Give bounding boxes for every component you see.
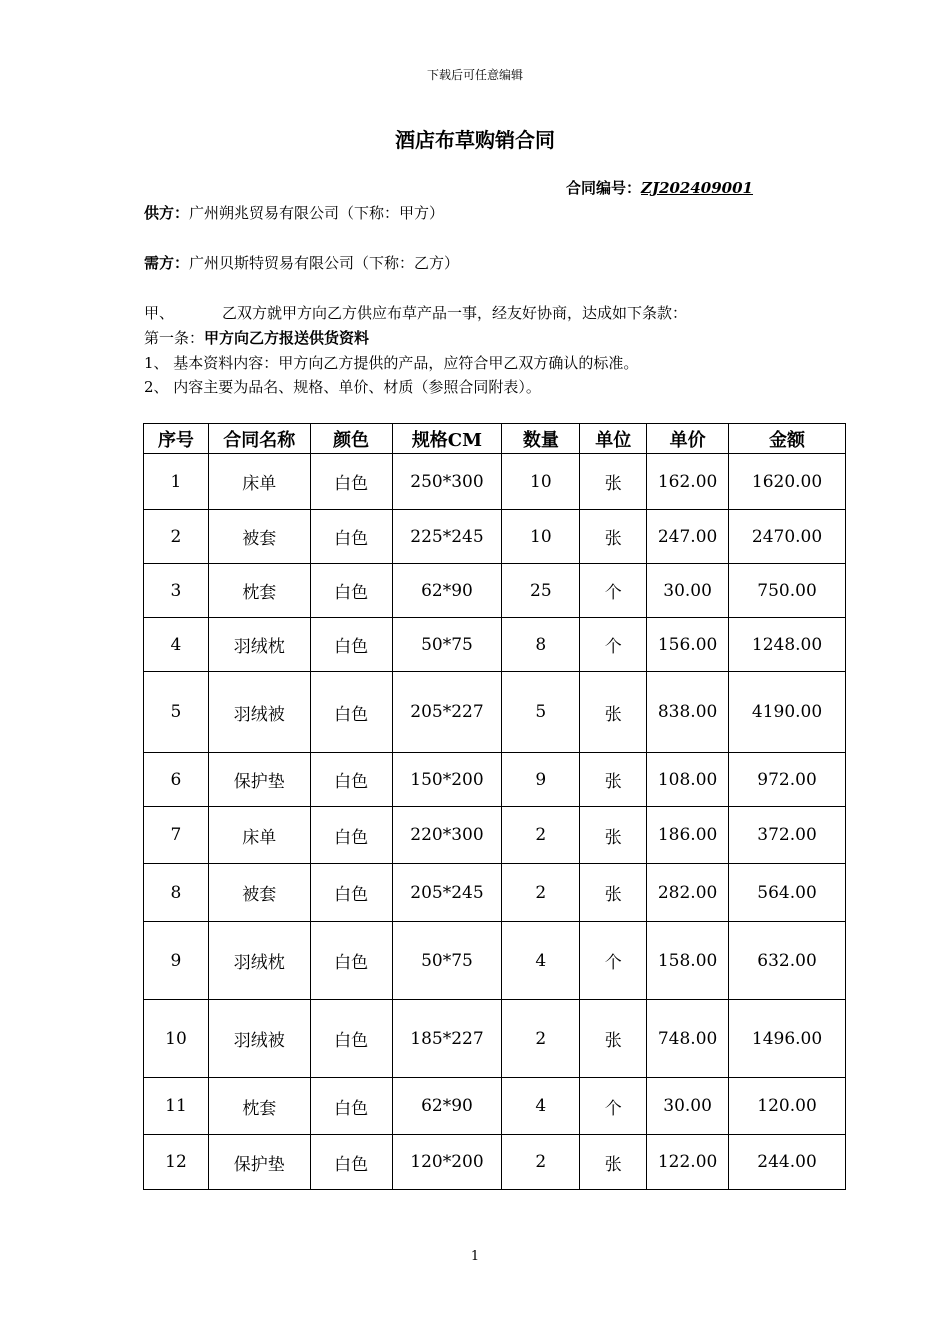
cell-color: 白色	[310, 807, 392, 864]
cell-amount: 632.00	[729, 922, 846, 1000]
table-row	[144, 1135, 846, 1190]
col-header: 金额	[729, 424, 846, 454]
cell-qty: 4	[502, 1078, 580, 1135]
cell-name: 羽绒被	[208, 1000, 310, 1078]
cell-qty: 4	[502, 922, 580, 1000]
cell-spec: 220*300	[392, 807, 502, 864]
cell-qty: 2	[502, 1000, 580, 1078]
cell-color: 白色	[310, 1078, 392, 1135]
cell-index: 5	[144, 672, 209, 753]
table-row	[144, 618, 846, 672]
cell-price: 748.00	[647, 1000, 729, 1078]
cell-price: 158.00	[647, 922, 729, 1000]
cell-name: 被套	[208, 864, 310, 922]
cell-index: 6	[144, 753, 209, 807]
cell-qty: 2	[502, 864, 580, 922]
cell-spec: 205*227	[392, 672, 502, 753]
cell-amount: 244.00	[729, 1135, 846, 1190]
table-header-row	[144, 424, 846, 454]
table-row	[144, 922, 846, 1000]
cell-unit: 张	[580, 864, 647, 922]
cell-unit: 张	[580, 454, 647, 510]
cell-unit: 个	[580, 922, 647, 1000]
cell-spec: 120*200	[392, 1135, 502, 1190]
article1-title: 甲方向乙方报送供货资料	[204, 329, 370, 347]
cell-spec: 150*200	[392, 753, 502, 807]
table-row	[144, 564, 846, 618]
cell-name: 羽绒被	[208, 672, 310, 753]
cell-index: 12	[144, 1135, 209, 1190]
col-header: 规格CM	[392, 424, 502, 454]
cell-price: 247.00	[647, 510, 729, 564]
header-note: 下载后可任意编辑	[426, 68, 523, 82]
cell-index: 2	[144, 510, 209, 564]
cell-price: 162.00	[647, 454, 729, 510]
cell-price: 186.00	[647, 807, 729, 864]
cell-amount: 564.00	[729, 864, 846, 922]
cell-color: 白色	[310, 1000, 392, 1078]
cell-unit: 张	[580, 672, 647, 753]
cell-name: 枕套	[208, 564, 310, 618]
contract-number-value: ZJ202409001	[641, 179, 753, 197]
cell-color: 白色	[310, 864, 392, 922]
cell-unit: 个	[580, 1078, 647, 1135]
supplier-label: 供方：	[144, 204, 190, 222]
cell-name: 枕套	[208, 1078, 310, 1135]
buyer-text: 广州贝斯特贸易有限公司（下称：乙方）	[189, 254, 460, 272]
cell-name: 被套	[208, 510, 310, 564]
cell-qty: 5	[502, 672, 580, 753]
cell-amount: 372.00	[729, 807, 846, 864]
intro-part1: 甲、	[144, 304, 175, 322]
supplier-line	[144, 202, 444, 223]
table-row	[144, 510, 846, 564]
cell-color: 白色	[310, 454, 392, 510]
table-row	[144, 807, 846, 864]
cell-amount: 120.00	[729, 1078, 846, 1135]
intro-part2: 乙双方就甲方向乙方供应布草产品一事，经友好协商，达成如下条款：	[222, 304, 688, 322]
cell-amount: 4190.00	[729, 672, 846, 753]
cell-spec: 50*75	[392, 922, 502, 1000]
cell-spec: 250*300	[392, 454, 502, 510]
table-row	[144, 753, 846, 807]
col-header: 单价	[647, 424, 729, 454]
cell-name: 保护垫	[208, 753, 310, 807]
cell-price: 156.00	[647, 618, 729, 672]
cell-qty: 10	[502, 510, 580, 564]
cell-index: 1	[144, 454, 209, 510]
cell-qty: 25	[502, 564, 580, 618]
table-row	[144, 864, 846, 922]
cell-spec: 50*75	[392, 618, 502, 672]
cell-amount: 2470.00	[729, 510, 846, 564]
cell-index: 7	[144, 807, 209, 864]
cell-amount: 1496.00	[729, 1000, 846, 1078]
cell-unit: 张	[580, 807, 647, 864]
cell-name: 保护垫	[208, 1135, 310, 1190]
cell-amount: 1248.00	[729, 618, 846, 672]
cell-color: 白色	[310, 564, 392, 618]
cell-amount: 972.00	[729, 753, 846, 807]
cell-color: 白色	[310, 922, 392, 1000]
product-table	[143, 423, 846, 1190]
cell-unit: 张	[580, 753, 647, 807]
cell-index: 8	[144, 864, 209, 922]
cell-price: 30.00	[647, 1078, 729, 1135]
cell-name: 床单	[208, 807, 310, 864]
col-header: 序号	[144, 424, 209, 454]
clause-1: 1、 基本资料内容：甲方向乙方提供的产品，应符合甲乙双方确认的标准。	[144, 354, 639, 372]
cell-index: 11	[144, 1078, 209, 1135]
cell-spec: 185*227	[392, 1000, 502, 1078]
col-header: 单位	[580, 424, 647, 454]
article1-prefix: 第一条：	[144, 329, 205, 347]
table-row	[144, 1000, 846, 1078]
cell-price: 122.00	[647, 1135, 729, 1190]
cell-qty: 8	[502, 618, 580, 672]
page-number: 1	[470, 1249, 480, 1264]
cell-price: 30.00	[647, 564, 729, 618]
cell-unit: 个	[580, 564, 647, 618]
cell-price: 282.00	[647, 864, 729, 922]
cell-color: 白色	[310, 1135, 392, 1190]
cell-index: 9	[144, 922, 209, 1000]
buyer-line	[144, 252, 459, 273]
cell-spec: 62*90	[392, 564, 502, 618]
cell-price: 838.00	[647, 672, 729, 753]
cell-unit: 张	[580, 1135, 647, 1190]
cell-price: 108.00	[647, 753, 729, 807]
cell-qty: 2	[502, 807, 580, 864]
cell-spec: 62*90	[392, 1078, 502, 1135]
intro-line	[144, 302, 687, 323]
clause-2: 2、 内容主要为品名、规格、单价、材质（参照合同附表）。	[144, 378, 541, 396]
cell-spec: 205*245	[392, 864, 502, 922]
contract-number-label: 合同编号：	[566, 179, 642, 197]
cell-qty: 9	[502, 753, 580, 807]
cell-name: 羽绒枕	[208, 922, 310, 1000]
article1-line	[144, 327, 369, 348]
cell-unit: 张	[580, 510, 647, 564]
cell-qty: 10	[502, 454, 580, 510]
table-row	[144, 672, 846, 753]
cell-amount: 750.00	[729, 564, 846, 618]
contract-number	[566, 177, 753, 198]
cell-color: 白色	[310, 753, 392, 807]
cell-color: 白色	[310, 618, 392, 672]
cell-color: 白色	[310, 510, 392, 564]
cell-qty: 2	[502, 1135, 580, 1190]
cell-spec: 225*245	[392, 510, 502, 564]
col-header: 合同名称	[208, 424, 310, 454]
cell-index: 4	[144, 618, 209, 672]
cell-amount: 1620.00	[729, 454, 846, 510]
cell-index: 3	[144, 564, 209, 618]
document-title: 酒店布草购销合同	[395, 128, 555, 152]
col-header: 数量	[502, 424, 580, 454]
cell-unit: 张	[580, 1000, 647, 1078]
buyer-label: 需方：	[144, 254, 190, 272]
cell-unit: 个	[580, 618, 647, 672]
supplier-text: 广州朔兆贸易有限公司（下称：甲方）	[189, 204, 445, 222]
col-header: 颜色	[310, 424, 392, 454]
table-row	[144, 454, 846, 510]
cell-name: 床单	[208, 454, 310, 510]
cell-color: 白色	[310, 672, 392, 753]
table-row	[144, 1078, 846, 1135]
cell-name: 羽绒枕	[208, 618, 310, 672]
cell-index: 10	[144, 1000, 209, 1078]
